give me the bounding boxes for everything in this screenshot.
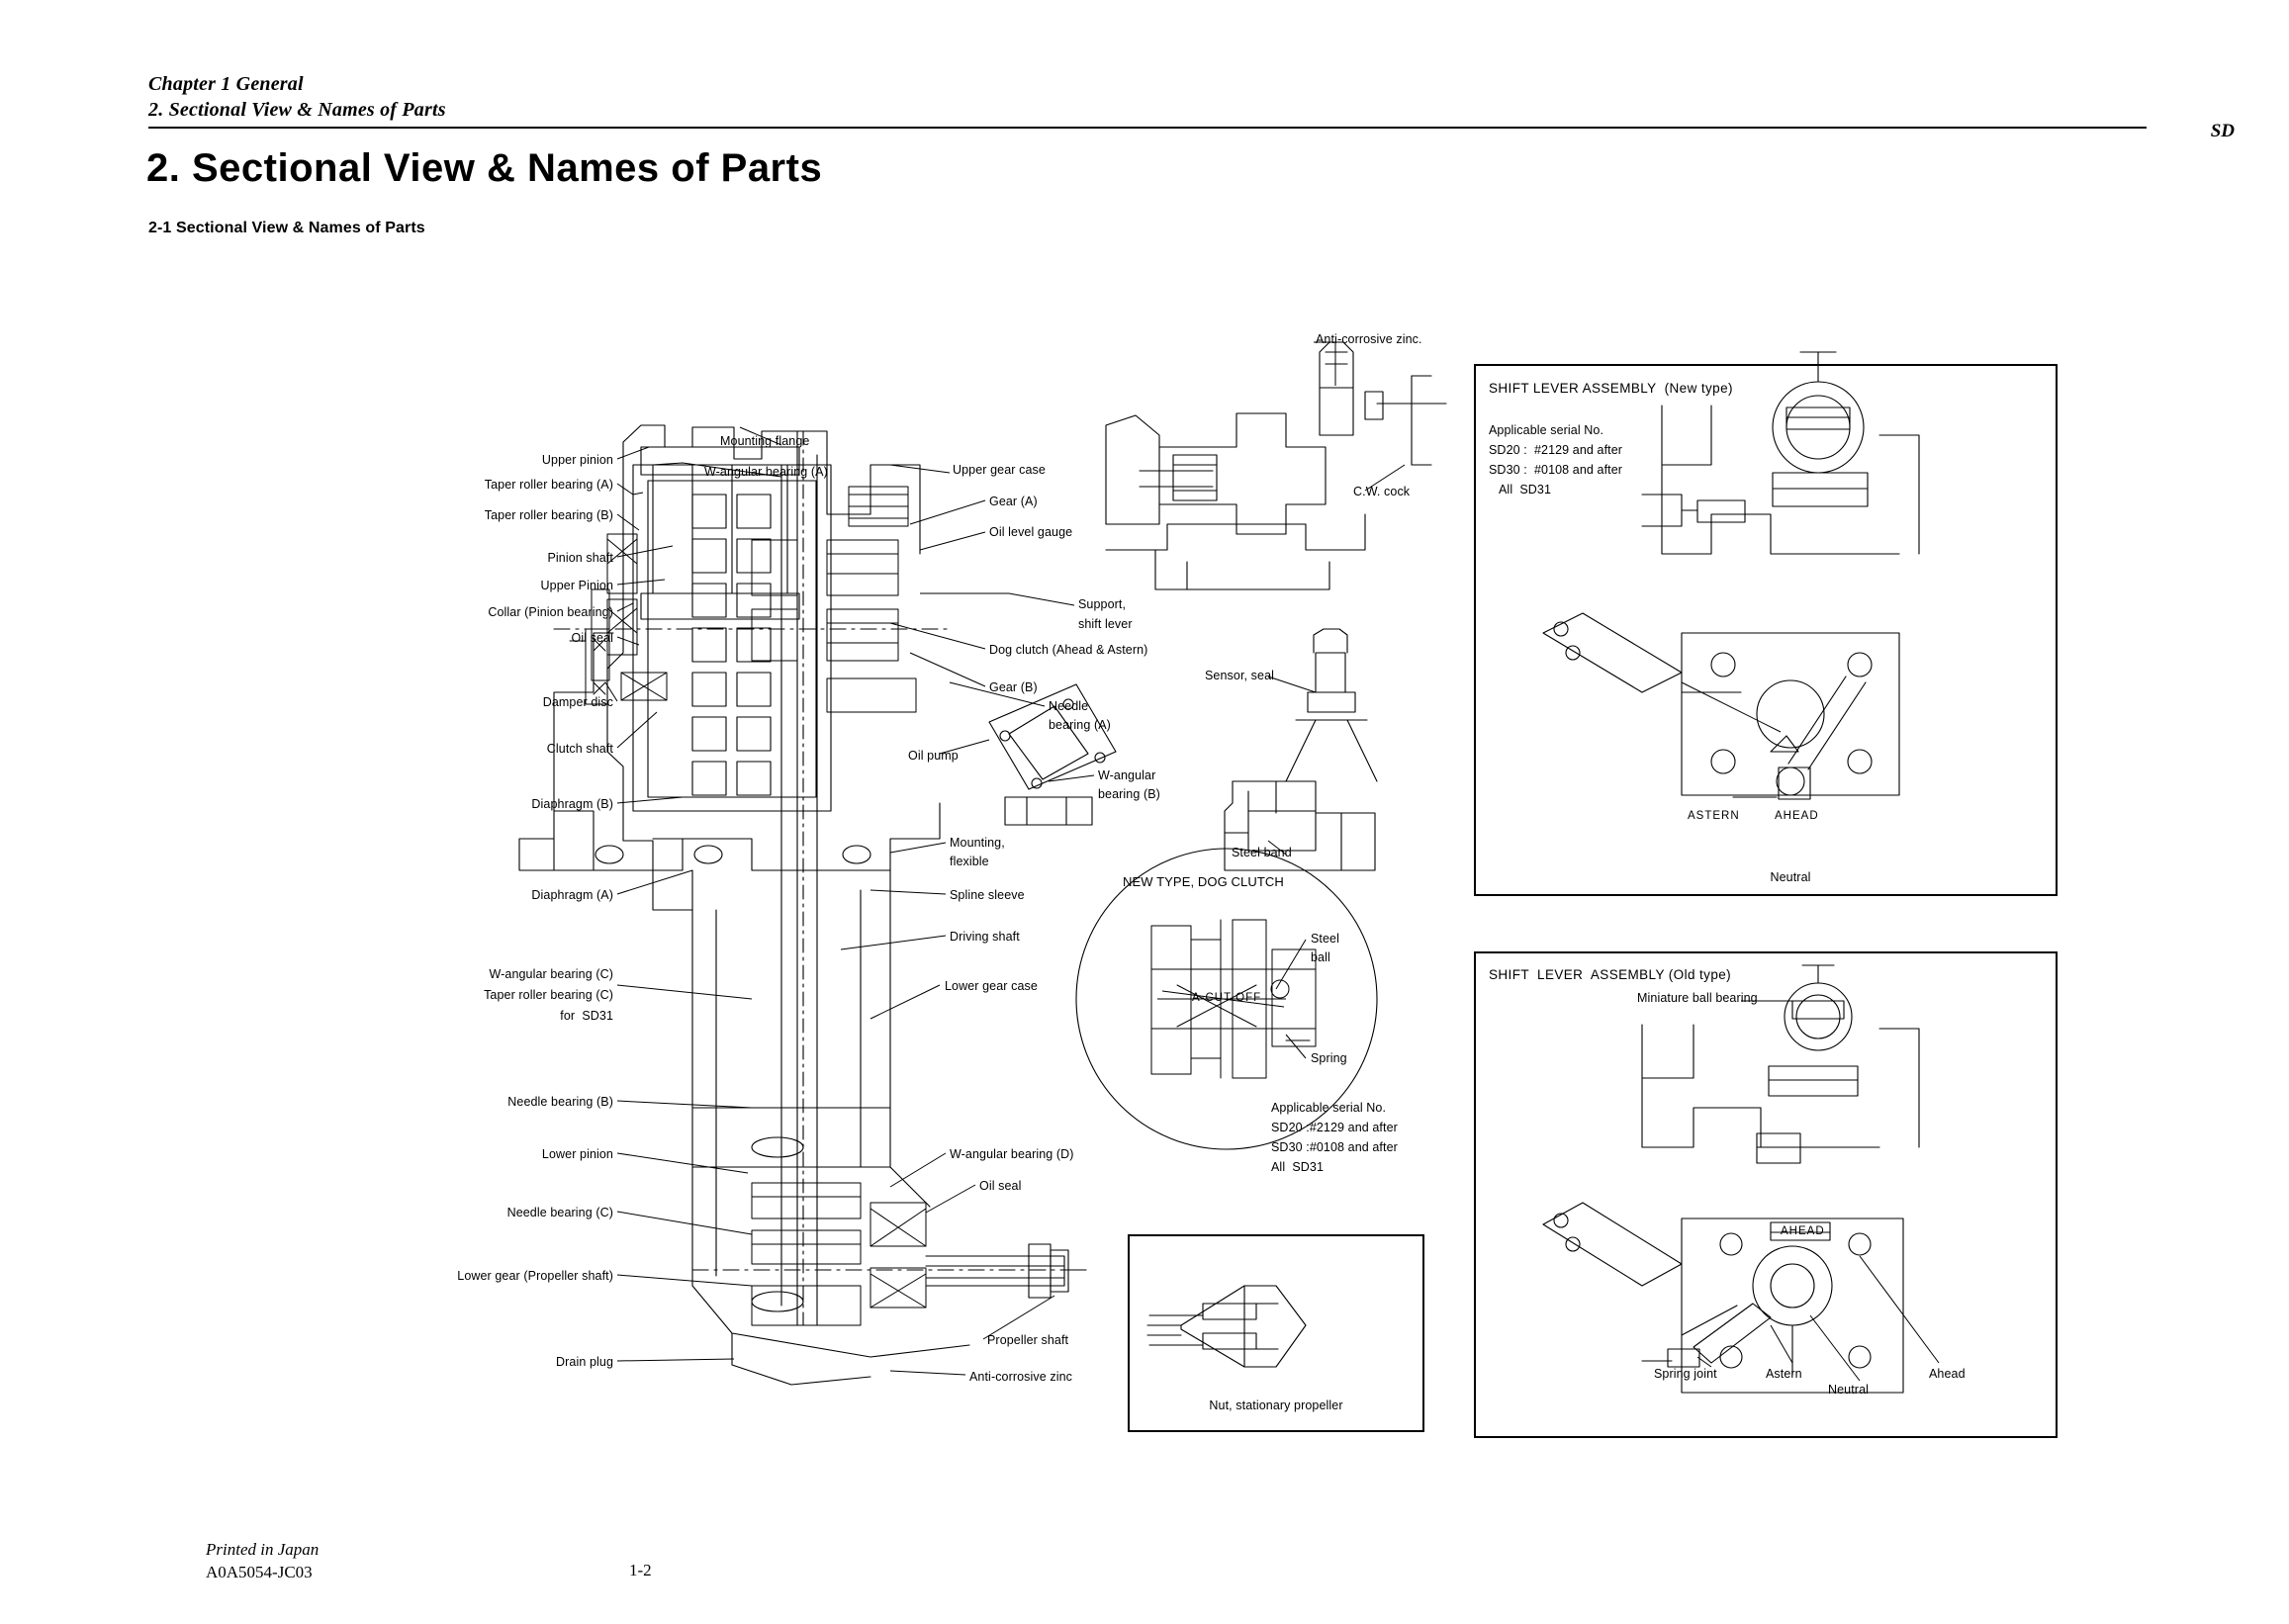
label-mounting-flexible-l2: flexible	[950, 855, 989, 868]
label-drain-plug: Drain plug	[556, 1355, 613, 1369]
label-spline-sleeve: Spline sleeve	[950, 888, 1025, 902]
label-taper-roller-bearing-b: Taper roller bearing (B)	[484, 508, 613, 522]
label-oil-seal-lower: Oil seal	[979, 1179, 1022, 1193]
shift-old-ahead-mark: AHEAD	[1781, 1225, 1825, 1237]
label-diaphragm-b: Diaphragm (B)	[531, 797, 613, 811]
shift-new-note-l3: All SD31	[1499, 483, 1552, 496]
running-head-chapter: Chapter 1 General	[148, 73, 304, 95]
shift-old-spring-joint: Spring joint	[1654, 1367, 1717, 1381]
running-head	[148, 71, 446, 123]
label-needle-bearing-a-l2: bearing (A)	[1049, 718, 1111, 732]
dog-clutch-cut-stamp: A-CUT OFF	[1192, 992, 1262, 1004]
dog-clutch-note-title: Applicable serial No.	[1271, 1101, 1387, 1115]
label-propeller-shaft: Propeller shaft	[987, 1333, 1069, 1347]
label-oil-pump: Oil pump	[908, 749, 959, 763]
label-steel-band: Steel band	[1232, 846, 1292, 859]
label-lower-gear-propeller-shaft: Lower gear (Propeller shaft)	[457, 1269, 613, 1283]
page-title: 2. Sectional View & Names of Parts	[146, 146, 823, 190]
label-taper-roller-bearing-a: Taper roller bearing (A)	[484, 478, 613, 492]
label-collar-pinion-bearing: Collar (Pinion bearing)	[488, 605, 613, 619]
shift-lever-new-title: SHIFT LEVER ASSEMBLY (New type)	[1489, 381, 1733, 396]
label-mounting-flexible-l1: Mounting,	[950, 836, 1005, 850]
label-driving-shaft: Driving shaft	[950, 930, 1020, 944]
footer-page-number: 1-2	[629, 1561, 652, 1579]
shift-new-astern-mark: ASTERN	[1688, 810, 1740, 822]
shift-lever-old-title: SHIFT LEVER ASSEMBLY (Old type)	[1489, 967, 1732, 982]
dog-clutch-note-l1: SD20 :#2129 and after	[1271, 1121, 1398, 1134]
header-rule	[148, 127, 2147, 129]
label-w-angular-bearing-d: W-angular bearing (D)	[950, 1147, 1074, 1161]
label-sensor-seal: Sensor, seal	[1205, 669, 1274, 682]
shift-old-miniature-ball-bearing: Miniature ball bearing	[1637, 991, 1758, 1005]
label-mounting-flange: Mounting flange	[720, 434, 810, 448]
label-taper-roller-bearing-c-for-sd31: for SD31	[560, 1009, 613, 1023]
label-steel-ball-l2: ball	[1311, 950, 1330, 964]
label-w-angular-bearing-b-l2: bearing (B)	[1098, 787, 1160, 801]
label-damper-disc: Damper disc	[542, 695, 613, 709]
dog-clutch-note-l3: All SD31	[1271, 1160, 1325, 1174]
header-right-mark: SD	[2210, 121, 2235, 141]
label-spring: Spring	[1311, 1051, 1347, 1065]
label-w-angular-bearing-c: W-angular bearing (C)	[489, 967, 613, 981]
footer-doc-code: A0A5054-JC03	[206, 1563, 313, 1581]
label-taper-roller-bearing-c: Taper roller bearing (C)	[484, 988, 613, 1002]
shift-new-note-l1: SD20 : #2129 and after	[1489, 443, 1623, 457]
label-needle-bearing-a-l1: Needle	[1049, 699, 1089, 713]
shift-new-note-title: Applicable serial No.	[1489, 423, 1604, 437]
label-anti-corrosive-zinc-top: Anti-corrosive zinc.	[1316, 332, 1422, 346]
label-w-angular-bearing-a: W-angular bearing (A)	[704, 465, 828, 479]
label-anti-corrosive-zinc-lower: Anti-corrosive zinc	[969, 1370, 1073, 1384]
label-oil-seal-upper: Oil seal	[571, 631, 613, 645]
propeller-nut-caption: Nut, stationary propeller	[1209, 1398, 1343, 1412]
label-needle-bearing-c: Needle bearing (C)	[506, 1206, 613, 1219]
label-steel-ball-l1: Steel	[1311, 932, 1339, 946]
shift-old-neutral: Neutral	[1828, 1383, 1869, 1397]
footer-print-info	[206, 1538, 319, 1583]
label-oil-level-gauge: Oil level gauge	[989, 525, 1073, 539]
label-lower-pinion: Lower pinion	[541, 1147, 613, 1161]
label-support-shift-lever-l1: Support,	[1078, 597, 1127, 611]
label-upper-pinion: Upper pinion	[541, 453, 613, 467]
label-clutch-shaft: Clutch shaft	[546, 742, 613, 756]
label-needle-bearing-b: Needle bearing (B)	[507, 1095, 613, 1109]
label-w-angular-bearing-b-l1: W-angular	[1098, 768, 1156, 782]
shift-new-ahead-mark: AHEAD	[1775, 810, 1819, 822]
shift-old-astern: Astern	[1766, 1367, 1802, 1381]
shift-old-ahead: Ahead	[1929, 1367, 1966, 1381]
label-upper-pinion-2: Upper Pinion	[540, 579, 613, 592]
label-cw-cock: C.W. cock	[1353, 485, 1411, 498]
label-lower-gear-case: Lower gear case	[945, 979, 1038, 993]
label-dog-clutch: Dog clutch (Ahead & Astern)	[989, 643, 1148, 657]
running-head-section: 2. Sectional View & Names of Parts	[148, 99, 446, 121]
label-gear-b: Gear (B)	[989, 680, 1038, 694]
dog-clutch-note-l2: SD30 :#0108 and after	[1271, 1140, 1398, 1154]
label-support-shift-lever-l2: shift lever	[1078, 617, 1133, 631]
page-subtitle: 2-1 Sectional View & Names of Parts	[148, 220, 425, 236]
label-upper-gear-case: Upper gear case	[953, 463, 1046, 477]
shift-new-neutral: Neutral	[1770, 870, 1811, 884]
dog-clutch-title: NEW TYPE, DOG CLUTCH	[1123, 874, 1284, 889]
shift-lever-old-box	[1474, 951, 2058, 1438]
label-diaphragm-a: Diaphragm (A)	[531, 888, 613, 902]
footer-printed-in: Printed in Japan	[206, 1540, 320, 1559]
shift-new-note-l2: SD30 : #0108 and after	[1489, 463, 1623, 477]
label-pinion-shaft: Pinion shaft	[547, 551, 613, 565]
label-gear-a: Gear (A)	[989, 495, 1038, 508]
